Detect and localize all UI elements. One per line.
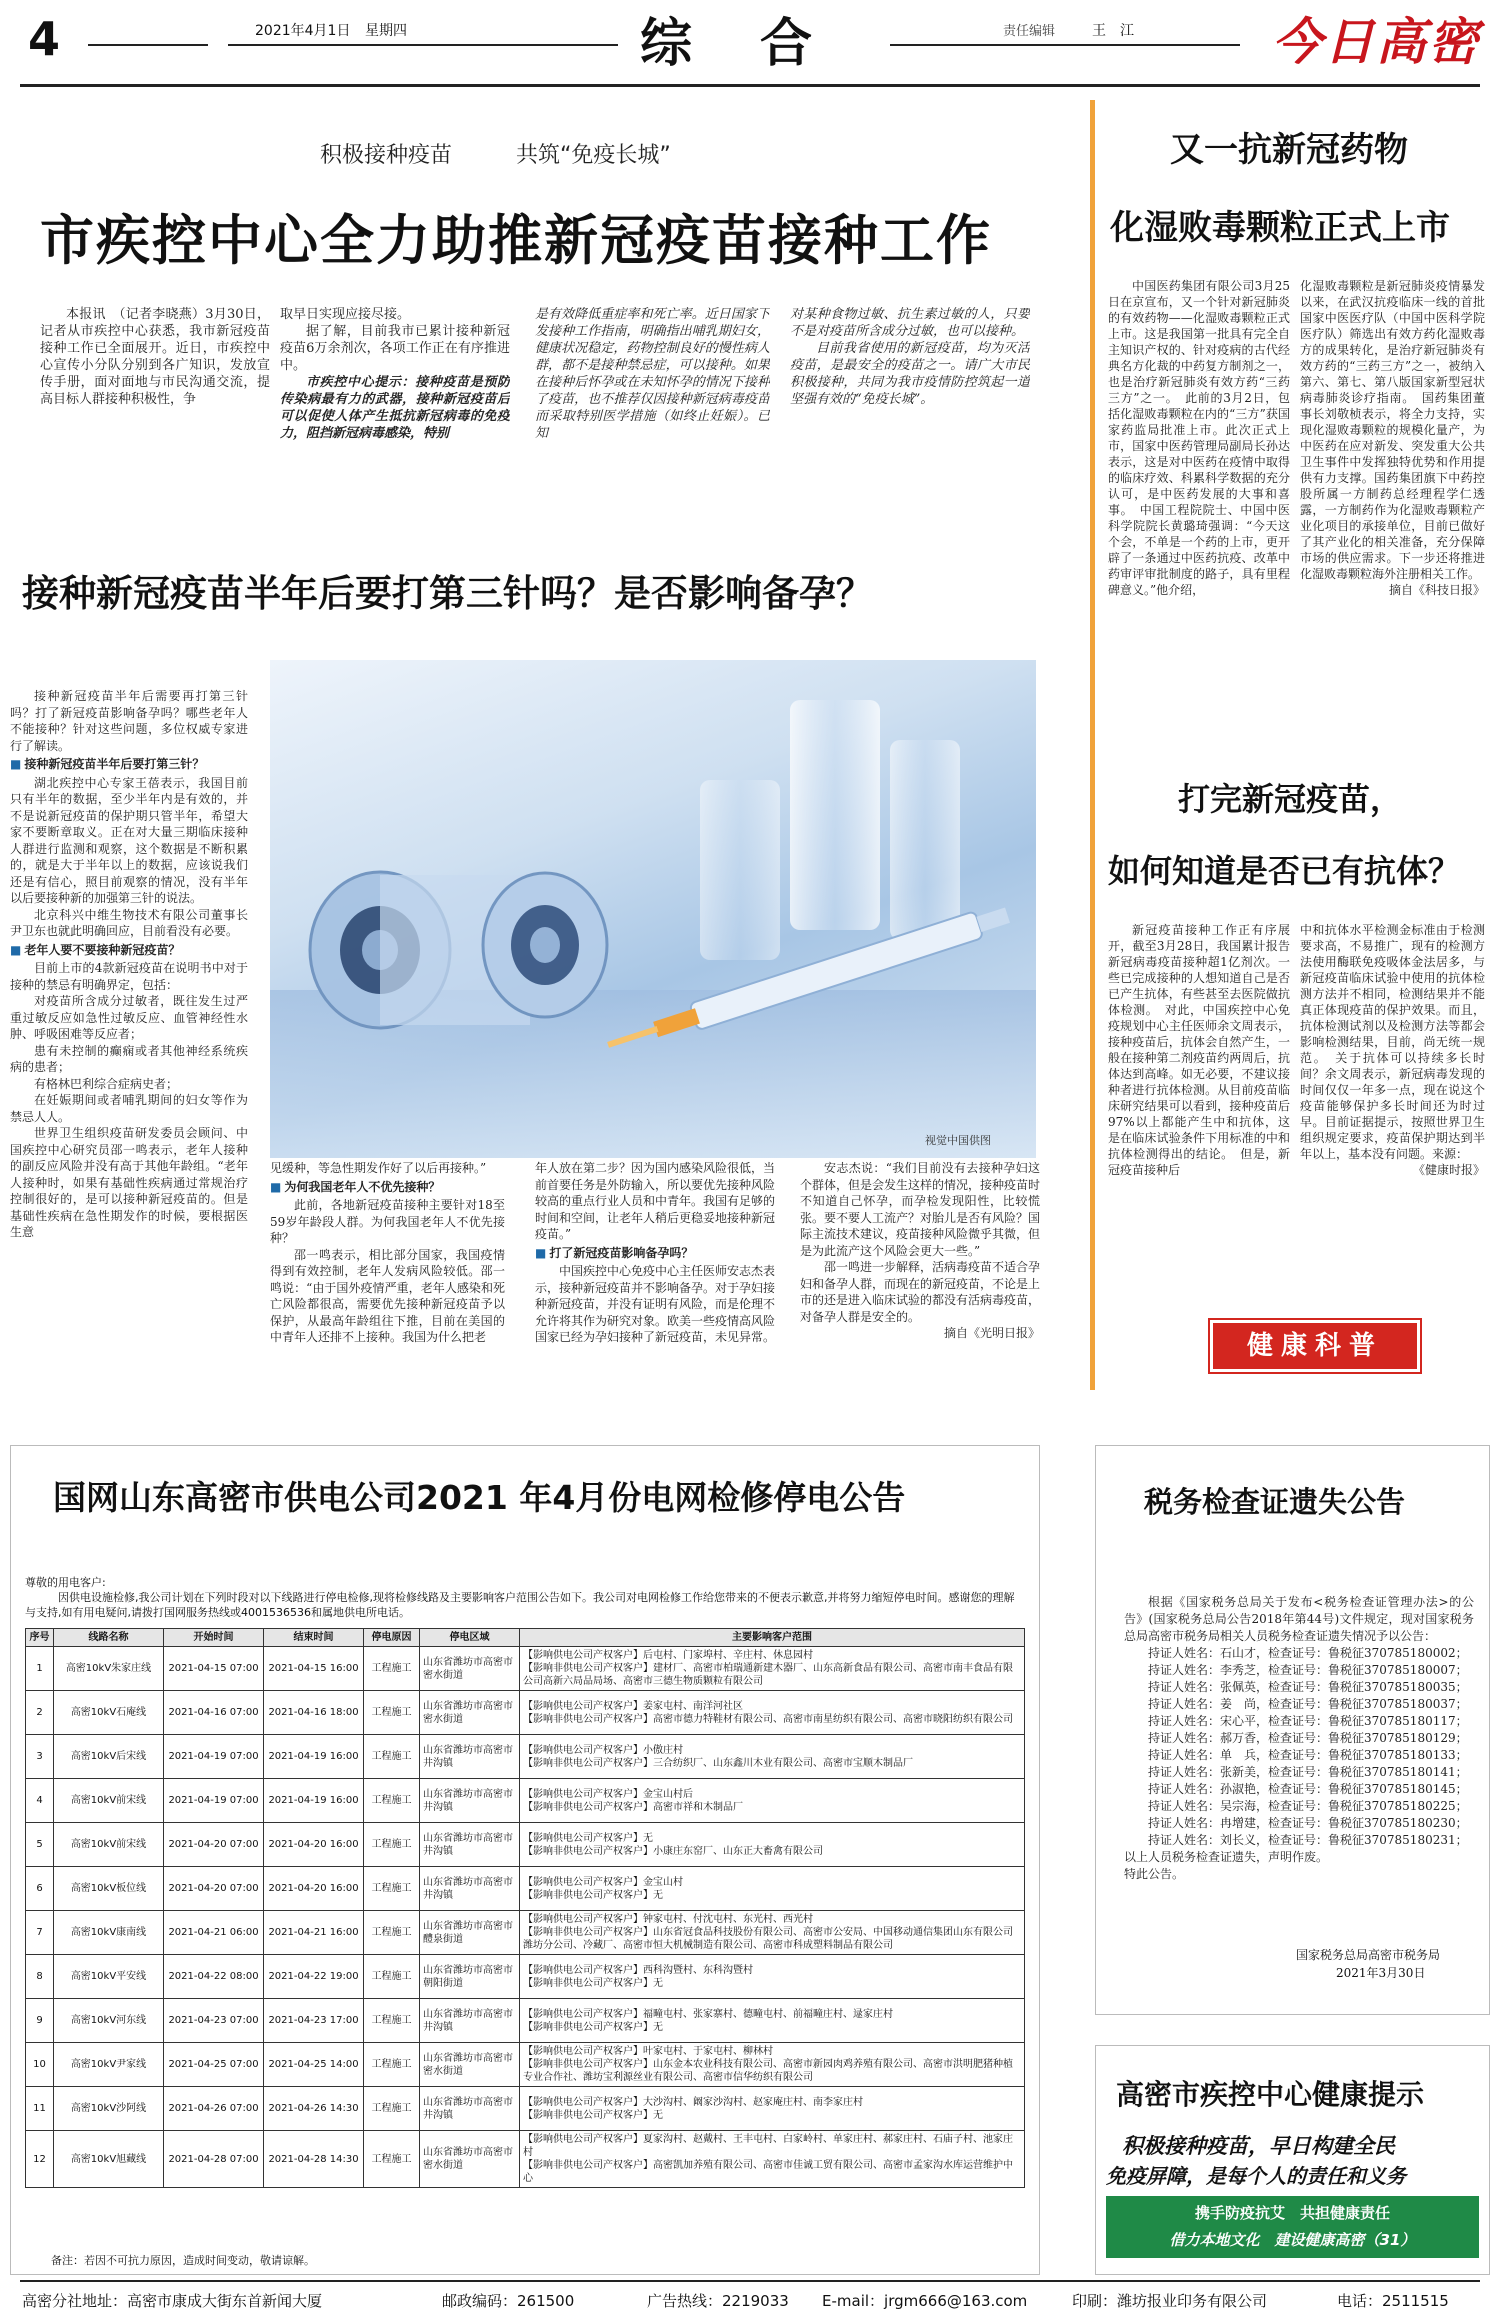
outage-table-wrap [25, 1628, 1025, 2188]
row-end: 2021-04-19 16:00 [264, 1735, 364, 1779]
row-area: 山东省潍坊市高密市密水街道 [420, 2131, 520, 2188]
list-item: 持证人姓名：石山才，检查证号：鲁税征370785180002； [1148, 1646, 1468, 1660]
row-end: 2021-04-16 18:00 [264, 1691, 364, 1735]
td-c3-p1: 年人放在第二步？因为国内感染风险很低，当前首要任务是外防输入，所以要优先接种风险较高的重点行业人员和中青年。我国有足够的时间和空间，让老年人稍后更稳妥地接种新冠疫苗。” [535, 1161, 775, 1241]
antibody-title-1: 打完新冠疫苗， [1178, 780, 1403, 818]
td-c1-p5: 对疫苗所含成分过敏者，既往发生过严重过敏反应如急性过敏反应、血管神经性水肿、呼吸困难等反应者； [10, 994, 248, 1041]
row-reason: 工程施工 [364, 1823, 420, 1867]
photo-credit: 视觉中国供图 [925, 1134, 991, 1147]
row-area: 山东省潍坊市高密市井沟镇 [420, 1735, 520, 1779]
section-title: 综 合 [640, 13, 821, 74]
td-c4-p1: 安志杰说：“我们目前没有去接种孕妇这个群体，但是会发生这样的情况，接种疫苗时不知道自己怀孕，而孕检发现阳性，比较慌张。要不要人工流产？对胎儿是否有风险？国际主流技术建议，疫苗接种风险微乎其微，但是为此流产这个风险会更大一些。” [800, 1161, 1040, 1258]
row-scope: 【影响供电公司产权客户】姜家屯村、南洋河社区 【影响非供电公司产权客户】高密市德力特鞋材有限公司、高密市南星纺织有限公司、高密市晓阳纺织有限公司 [520, 1691, 1025, 1735]
row-start: 2021-04-16 07:00 [164, 1691, 264, 1735]
third-dose-title: 接种新冠疫苗半年后要打第三针吗？是否影响备孕？ [22, 572, 873, 615]
td-c2-p1: 见缓种，等急性期发作好了以后再接种。” [270, 1161, 487, 1175]
row-line: 高密10kV康南线 [54, 1911, 164, 1955]
row-area: 山东省潍坊市高密市朝阳街道 [420, 1955, 520, 1999]
row-reason: 工程施工 [364, 1867, 420, 1911]
editor-name: 王 江 [1092, 23, 1134, 39]
row-index: 2 [26, 1691, 54, 1735]
row-area: 山东省潍坊市高密市井沟镇 [420, 1779, 520, 1823]
outage-notice [10, 1445, 1040, 2275]
row-line: 高密10kV尹家线 [54, 2043, 164, 2087]
row-area: 山东省潍坊市高密市密水街道 [420, 1691, 520, 1735]
td-c1-p7: 有格林巴利综合症病史者； [34, 1076, 179, 1091]
lead-col-2-text-c: 市疾控中心提示：接种疫苗是预防传染病最有力的武器，接种新冠疫苗后可以促使人体产生抵抗新冠病毒的免疫力，阻挡新冠病毒感染，特别 [280, 375, 510, 441]
row-index: 10 [26, 2043, 54, 2087]
header-rule-left [88, 44, 208, 46]
footer-rule [20, 2280, 1480, 2282]
antibody-source: 《健康时报》 [1412, 1163, 1485, 1177]
row-line: 高密10kV平安线 [54, 1955, 164, 1999]
footer-ad-hotline: 广告热线：2219033 [647, 2292, 789, 2310]
third-dose-col-2 [270, 1160, 505, 1405]
row-scope: 【影响供电公司产权客户】无 【影响非供电公司产权客户】小康庄东窑厂、山东正大畜禽有限公司 [520, 1823, 1025, 1867]
table-row [26, 1823, 1025, 1867]
td-c1-p3: 北京科兴中维生物技术有限公司董事长尹卫东也就此明确回应，目前看没有必要。 [10, 907, 248, 938]
tax-notice [1095, 1445, 1490, 2015]
tax-issuer: 国家税务总局高密市税务局 [1296, 1948, 1441, 1962]
row-area: 山东省潍坊市高密市密水街道 [420, 2043, 520, 2087]
row-end: 2021-04-25 14:00 [264, 2043, 364, 2087]
table-row [26, 1867, 1025, 1911]
td-c1-p1: 接种新冠疫苗半年后需要再打第三针吗？打了新冠疫苗影响备孕吗？哪些老年人不能接种？针对这些问题，多位权威专家进行了解读。 [10, 689, 248, 753]
third-dose-col-4 [800, 1160, 1040, 1405]
header-rule-mid-left [228, 44, 618, 46]
row-reason: 工程施工 [364, 1911, 420, 1955]
outage-table [25, 1628, 1025, 2188]
row-end: 2021-04-15 16:00 [264, 1647, 364, 1691]
row-end: 2021-04-23 17:00 [264, 1999, 364, 2043]
row-index: 6 [26, 1867, 54, 1911]
row-line: 高密10kV河东线 [54, 1999, 164, 2043]
table-row [26, 1735, 1025, 1779]
table-row [26, 1999, 1025, 2043]
cdc-tip-banner-2: 借力本地文化 建设健康高密（31） [1169, 2231, 1416, 2249]
row-line: 高密10kV沙阿线 [54, 2087, 164, 2131]
antibody-col-1 [1108, 922, 1290, 1322]
table-row [26, 2043, 1025, 2087]
table-row [26, 1691, 1025, 1735]
page-header [0, 0, 1500, 92]
tax-body [1124, 1594, 1474, 1883]
cdc-tip-line-1: 积极接种疫苗，早日构建全民 [1122, 2134, 1395, 2158]
row-scope: 【影响供电公司产权客户】福疃屯村、张家寨村、德疃屯村、前福疃庄村、逯家庄村 【影响非供电公司产权客户】无 [520, 1999, 1025, 2043]
row-reason: 工程施工 [364, 1999, 420, 2043]
row-area: 山东省潍坊市高密市井沟镇 [420, 1867, 520, 1911]
lead-kicker [320, 138, 671, 169]
td-c1-p9: 世界卫生组织疫苗研发委员会顾问、中国疾控中心研究员邵一鸣表示，老年人接种的副反应风险并没有高于其他年龄组。“老年人接种时，如果有基础性疾病通过常规治疗控制很好的，是可以接种新冠疫苗的。但是基础性疾病在急性期发作的时候，要根据医生意 [10, 1126, 248, 1239]
row-start: 2021-04-21 06:00 [164, 1911, 264, 1955]
row-area: 山东省潍坊市高密市井沟镇 [420, 1823, 520, 1867]
antibody-article [1100, 760, 1490, 1400]
tax-date: 2021年3月30日 [1336, 1966, 1426, 1980]
row-start: 2021-04-15 07:00 [164, 1647, 264, 1691]
row-line: 高密10kV石庵线 [54, 1691, 164, 1735]
row-index: 11 [26, 2087, 54, 2131]
row-index: 5 [26, 1823, 54, 1867]
row-area: 山东省潍坊市高密市井沟镇 [420, 1999, 520, 2043]
outage-intro: 因供电设施检修,我公司计划在下列时段对以下线路进行停电检修,现将检修线路及主要影响客户范围公告如下。我公司对电网检修工作给您带来的不便表示歉意,并将努力缩短停电时间。感谢您的理解与支持,如有用电疑问,请拨打国网服务热线或4001536536和属地供电所电话。 [25, 1591, 1015, 1619]
row-scope: 【影响供电公司产权客户】金宝山村后 【影响非供电公司产权客户】高密市祥和木制品厂 [520, 1779, 1025, 1823]
table-row [26, 1955, 1025, 1999]
col-header-index: 序号 [26, 1629, 54, 1647]
row-line: 高密10kV板位线 [54, 1867, 164, 1911]
drug-col-2 [1300, 278, 1485, 756]
footer-printer: 印刷：潍坊报业印务有限公司 [1072, 2292, 1268, 2310]
td-c2-p3: 邵一鸣表示，相比部分国家，我国疫情得到有效控制，老年人发病风险较低。邵一鸣说：“由于国外疫情严重，老年人感染和死亡风险都很高，需要优先接种新冠疫苗予以保护，从最高年龄组往下推，目前在美国的中青年人还排不上接种。我国为什么把老 [270, 1247, 505, 1344]
cdc-tip-banner-1: 携手防疫抗艾 共担健康责任 [1194, 2204, 1390, 2222]
list-item: 持证人姓名：孙淑艳，检查证号：鲁税征370785180145； [1148, 1782, 1468, 1796]
lead-kicker-right: 共筑“免疫长城” [516, 143, 671, 168]
drug-title-2: 化湿败毒颗粒正式上市 [1110, 208, 1450, 248]
row-scope: 【影响供电公司产权客户】金宝山村 【影响非供电公司产权客户】无 [520, 1867, 1025, 1911]
lead-col-3 [535, 306, 770, 476]
col-header-reason: 停电原因 [364, 1629, 420, 1647]
drug-col-2-text: 化湿败毒颗粒是新冠肺炎疫情暴发以来，在武汉抗疫临床一线的首批国家中医医疗队（中国中医科学院医疗队）筛选出有效方药化湿败毒方的成果转化，是治疗新冠肺炎有效方药的“三药三方”之一，被纳入第六、第七、第八版国家新型冠状病毒肺炎诊疗指南。 国药集团董事长刘敬桢表示，将全力支持，实现化湿败毒颗粒的规模化量产，为中医药在应对新发、突发重大公共卫生事件中发挥独特优势和作用提供有力支撑。国药集团旗下中药控股所属一方制药总经理程学仁透露，一方制药作为化湿败毒颗粒产业化项目的承接单位，目前已做好了其产业化的相关准备，充分保障市场的供应需求。下一步还将推进化湿败毒颗粒海外注册相关工作。 [1300, 279, 1485, 581]
lead-col-1 [40, 306, 270, 476]
drug-source: 摘自《科技日报》 [1388, 583, 1485, 597]
third-dose-col-3 [535, 1160, 775, 1405]
row-scope: 【影响供电公司产权客户】小傲庄村 【影响非供电公司产权客户】三合纺织厂、山东鑫川木业有限公司、高密市宝顺木制品厂 [520, 1735, 1025, 1779]
td-c1-p4: 目前上市的4款新冠疫苗在说明书中对于接种的禁忌有明确界定，包括： [10, 961, 248, 992]
list-item: 持证人姓名：单 兵，检查证号：鲁税征370785180133； [1148, 1748, 1468, 1762]
row-start: 2021-04-23 07:00 [164, 1999, 264, 2043]
row-scope: 【影响供电公司产权客户】后屯村、门家埠村、辛庄村、休息园村 【影响非供电公司产权客户】建材厂、高密市柏瑞通新建木器厂、山东高新食品有限公司、高密市南丰食品有限公司高新六局品局场、高密市三德生物质颗粒有限公司 [520, 1647, 1025, 1691]
header-weekday: 星期四 [365, 23, 407, 39]
row-index: 7 [26, 1911, 54, 1955]
antibody-col-2-text: 中和抗体水平检测金标准由于检测要求高，不易推广，现有的检测方法使用酶联免疫吸体金法居多，与新冠疫苗临床试验中使用的抗体检测方法并不相同，检测结果并不能真正体现疫苗的保护效果。而且，抗体检测试剂以及检测方法等都会影响检测结果，目前，尚无统一规范。 关于抗体可以持续多长时间？余文周表示，新冠病毒发现的时间仅仅一年多一点，现在说这个疫苗能够保护多长时间还为时过早。目前证据提示，按照世界卫生组织规定要求，疫苗保护期达到半年以上，基本没有问题。来源： [1300, 923, 1485, 1161]
row-index: 3 [26, 1735, 54, 1779]
footer [22, 2290, 1482, 2314]
outage-table-header [26, 1629, 1025, 1647]
row-index: 4 [26, 1779, 54, 1823]
row-index: 9 [26, 1999, 54, 2043]
row-start: 2021-04-26 07:00 [164, 2087, 264, 2131]
tax-holder-list [1124, 1645, 1474, 1849]
row-end: 2021-04-26 14:30 [264, 2087, 364, 2131]
lead-col-4-text-b: 目前我省使用的新冠疫苗，均为灭活疫苗，是最安全的疫苗之一。请广大市民积极接种，共同为我市疫情防控筑起一道坚强有效的“免疫长城”。 [790, 341, 1030, 407]
health-science-tag-text: 健康科普 [1246, 1331, 1383, 1361]
tax-title: 税务检查证遗失公告 [1144, 1485, 1406, 1519]
antibody-title-2: 如何知道是否已有抗体？ [1108, 852, 1461, 890]
row-line: 高密10kV前宋线 [54, 1779, 164, 1823]
tax-special: 特此公告。 [1124, 1867, 1185, 1881]
table-row [26, 1911, 1025, 1955]
header-date: 2021年4月1日 [255, 23, 351, 39]
td-c1-h2: ■ 老年人要不要接种新冠疫苗？ [10, 942, 248, 959]
col-header-end: 结束时间 [264, 1629, 364, 1647]
col-header-area: 停电区域 [420, 1629, 520, 1647]
list-item: 持证人姓名：刘长义，检查证号：鲁税征370785180231； [1148, 1833, 1468, 1847]
outage-greeting: 尊敬的用电客户: [25, 1576, 106, 1589]
row-area: 山东省潍坊市高密市醴泉街道 [420, 1911, 520, 1955]
col-header-scope: 主要影响客户范围 [520, 1629, 1025, 1647]
row-area: 山东省潍坊市高密市密水街道 [420, 1647, 520, 1691]
antibody-col-1-text: 新冠疫苗接种工作正有序展开，截至3月28日，我国累计报告新冠病毒疫苗接种超1亿剂次。一些已完成接种的人想知道自己是否已产生抗体，有些甚至去医院做抗体检测。 对此，中国疾控中心免疫规划中心主任医师余文周表示，接种疫苗后，抗体会自然产生，一般在接种第二剂疫苗约两周后，抗体达到高峰。如无必要，不建议接种者进行抗体检测。从目前疫苗临床研究结果可以看到，接种疫苗后97%以上都能产生中和抗体，这是在临床试验条件下用标准的中和抗体检测得出的结论。 但是，新冠疫苗接种后 [1108, 923, 1290, 1177]
row-end: 2021-04-22 19:00 [264, 1955, 364, 1999]
table-row [26, 2131, 1025, 2188]
row-end: 2021-04-28 14:30 [264, 2131, 364, 2188]
cdc-tip [1095, 2045, 1490, 2275]
row-reason: 工程施工 [364, 1735, 420, 1779]
td-c1-p6: 患有未控制的癫痫或者其他神经系统疾病的患者； [10, 1043, 248, 1074]
lead-kicker-left: 积极接种疫苗 [320, 143, 453, 168]
list-item: 持证人姓名：吴宗海，检查证号：鲁税征370785180225； [1148, 1799, 1468, 1813]
row-scope: 【影响供电公司产权客户】钟家屯村、付沈屯村、东光村、西光村 【影响非供电公司产权客户】山东省冠食品科技股份有限公司、高密市公安局、中国移动通信集团山东有限公司潍坊分公司、冷藏厂、高密市恒大机械制造有限公司、高密市科成塑料制品有限公司 [520, 1911, 1025, 1955]
outage-title: 国网山东高密市供电公司2021 年4月份电网检修停电公告 [53, 1478, 906, 1517]
list-item: 持证人姓名：李秀芝，检查证号：鲁税征370785180007； [1148, 1663, 1468, 1677]
list-item: 持证人姓名：冉增建，检查证号：鲁税征370785180230； [1148, 1816, 1468, 1830]
row-index: 12 [26, 2131, 54, 2188]
antibody-col-2 [1300, 922, 1485, 1322]
list-item: 持证人姓名：张佩英，检查证号：鲁税征370785180035； [1148, 1680, 1468, 1694]
col-header-line: 线路名称 [54, 1629, 164, 1647]
lead-article [20, 100, 1045, 520]
row-scope: 【影响供电公司产权客户】夏家沟村、赵戴村、王丰屯村、白家岭村、单家庄村、郝家庄村、石庙子村、池家庄村 【影响非供电公司产权客户】高密凯加养殖有限公司、高密市佳诚工贸有限公司、高密市孟家沟水库运营维护中心 [520, 2131, 1025, 2188]
health-science-tag [1210, 1320, 1420, 1372]
drug-article [1100, 100, 1490, 760]
footer-postcode: 邮政编码：261500 [442, 2292, 575, 2310]
row-reason: 工程施工 [364, 1691, 420, 1735]
row-scope: 【影响供电公司产权客户】西科沟暨村、东科沟暨村 【影响非供电公司产权客户】无 [520, 1955, 1025, 1999]
row-line: 高密10kV旭藏线 [54, 2131, 164, 2188]
right-column-accent [1090, 100, 1095, 1390]
vaccine-photo-art [270, 660, 1036, 1158]
list-item: 持证人姓名：宋心平，检查证号：鲁税征370785180117； [1148, 1714, 1468, 1728]
td-c4-source: 摘自《光明日报》 [943, 1326, 1040, 1340]
td-c3-h1: ■ 打了新冠疫苗影响备孕吗？ [535, 1245, 775, 1262]
vaccine-photo [270, 660, 1036, 1158]
row-reason: 工程施工 [364, 1647, 420, 1691]
cdc-tip-line-2: 免疫屏障，是每个人的责任和义务 [1106, 2164, 1406, 2188]
header-rule-mid-right [890, 44, 1240, 46]
row-reason: 工程施工 [364, 2043, 420, 2087]
row-start: 2021-04-19 07:00 [164, 1735, 264, 1779]
outage-footnote: 备注：若因不可抗力原因，造成时间变动，敬请谅解。 [51, 2254, 315, 2267]
masthead-logo: 今日高密 [1272, 12, 1480, 71]
drug-title-1: 又一抗新冠药物 [1170, 130, 1408, 170]
lead-col-4-text-a: 对某种食物过敏、抗生素过敏的人，只要不是对疫苗所含成分过敏，也可以接种。 [790, 307, 1030, 339]
lead-col-3-text: 是有效降低重症率和死亡率。近日国家下发接种工作指南，明确指出哺乳期妇女，健康状况稳定，药物控制良好的慢性病人群，都不是接种禁忌症，可以接种。如果在接种后怀孕或在未知怀孕的情况下接种了疫苗，也不推荐仅因接种新冠病毒疫苗而采取特别医学措施（如终止妊娠）。已知 [535, 307, 770, 441]
row-scope: 【影响供电公司产权客户】叶家屯村、于家屯村、柳林村 【影响非供电公司产权客户】山东金本农业科技有限公司、高密市新园肉鸡养殖有限公司、高密市洪明肥猪种植专业合作社、潍坊宝利源丝业有限公司、高密市信华纺织有限公司 [520, 2043, 1025, 2087]
drug-col-1-text: 中国医药集团有限公司3月25日在京宣布，又一个针对新冠肺炎的有效药物——化湿败毒颗粒正式上市。这是我国第一批具有完全自主知识产权的、针对疫病的古代经典名方化裁的中药复方制剂之一，也是治疗新冠肺炎有效方药“三药三方”之一。 此前的3月2日，包括化湿败毒颗粒在内的“三方”获国家药监局批准上市。此次正式上市，国家中医药管理局副局长孙达表示，这是对中医药在疫情中取得的临床疗效、科累科学数据的充分认可，是中医药发展的大事和喜事。 中国工程院院士、中国中医科学院院长黄璐琦强调：“今天这个会，不单是一个药的上市，更开辟了一条通过中医药抗疫、改革中药审评审批制度的路子，具有里程碑意义。”他介绍， [1108, 279, 1290, 597]
lead-col-2-text-b: 据了解，目前我市已累计接种新冠疫苗6万余剂次，各项工作正在有序推进中。 [280, 324, 510, 373]
row-reason: 工程施工 [364, 2131, 420, 2188]
footer-email: E-mail：jrgm666@163.com [822, 2292, 1028, 2310]
td-c1-h1: ■ 接种新冠疫苗半年后要打第三针？ [10, 756, 248, 773]
drug-col-1 [1108, 278, 1290, 756]
row-end: 2021-04-21 16:00 [264, 1911, 364, 1955]
row-start: 2021-04-19 07:00 [164, 1779, 264, 1823]
row-area: 山东省潍坊市高密市井沟镇 [420, 2087, 520, 2131]
td-c1-p2: 湖北疾控中心专家王蓓表示，我国目前只有半年的数据，至少半年内是有效的，并不是说新冠疫苗的保护期只管半年，希望大家不要断章取义。正在对大量三期临床接种人群进行监测和观察，这个数据是不断积累的，就是大于半年以上的数据，应该说我们还是有信心，照目前观察的情况，没有半年以后要接种新的加强第三针的说法。 [10, 775, 248, 905]
td-c2-p2: 此前，各地新冠疫苗接种主要针对18至59岁年龄段人群。为何我国老年人不优先接种？ [270, 1198, 505, 1245]
list-item: 持证人姓名：郝万香，检查证号：鲁税征370785180129； [1148, 1731, 1468, 1745]
row-line: 高密10kV后宋线 [54, 1735, 164, 1779]
row-line: 高密10kV朱家庄线 [54, 1647, 164, 1691]
list-item: 持证人姓名：张新美，检查证号：鲁税征370785180141； [1148, 1765, 1468, 1779]
row-reason: 工程施工 [364, 1955, 420, 1999]
outage-table-body [26, 1647, 1025, 2188]
tax-intro: 根据《国家税务总局关于发布<税务检查证管理办法>的公告》(国家税务总局公告2018年第44号)文件规定，现对国家税务总局高密市税务局相关人员税务检查证遗失情况予以公告： [1124, 1595, 1474, 1643]
lead-col-4 [790, 306, 1030, 476]
footer-phone: 电话：2511515 [1337, 2292, 1449, 2310]
row-start: 2021-04-20 07:00 [164, 1867, 264, 1911]
header-bottom-rule [20, 84, 1480, 87]
table-row [26, 1647, 1025, 1691]
td-c4-p2: 邵一鸣进一步解释，活病毒疫苗不适合孕妇和备孕人群，而现在的新冠疫苗，不论是上市的还是进入临床试验的都没有活病毒疫苗，对备孕人群是安全的。 [800, 1260, 1040, 1324]
row-end: 2021-04-19 16:00 [264, 1779, 364, 1823]
cdc-tip-banner [1106, 2196, 1479, 2258]
editor-label: 责任编辑 [1003, 24, 1056, 39]
td-c2-h1: ■ 为何我国老年人不优先接种？ [270, 1179, 505, 1196]
row-end: 2021-04-20 16:00 [264, 1867, 364, 1911]
lead-col-2-text-a: 取早日实现应接尽接。 [280, 307, 411, 322]
col-header-start: 开始时间 [164, 1629, 264, 1647]
table-row [26, 1779, 1025, 1823]
footer-address: 高密分社地址：高密市康成大街东首新闻大厦 [22, 2292, 323, 2310]
td-c1-p8: 在妊娠期间或者哺乳期间的妇女等作为禁忌人人。 [10, 1093, 248, 1124]
td-c3-p2: 中国疾控中心免疫中心主任医师安志杰表示，接种新冠疫苗并不影响备孕。对于孕妇接种新冠疫苗，并没有证明有风险，而是伦理不允许将其作为研究对象。欧美一些疫情高风险国家已经为孕妇接种了新冠疫苗，未见异常。 [535, 1264, 775, 1344]
row-end: 2021-04-20 16:00 [264, 1823, 364, 1867]
row-start: 2021-04-22 08:00 [164, 1955, 264, 1999]
third-dose-col-1 [10, 688, 248, 1403]
row-scope: 【影响供电公司产权客户】大沙沟村、阚家沙沟村、赵家庵庄村、南李家庄村 【影响非供电公司产权客户】无 [520, 2087, 1025, 2131]
row-index: 1 [26, 1647, 54, 1691]
table-row [26, 2087, 1025, 2131]
row-start: 2021-04-20 07:00 [164, 1823, 264, 1867]
lead-title: 市疾控中心全力助推新冠疫苗接种工作 [40, 209, 992, 272]
row-reason: 工程施工 [364, 2087, 420, 2131]
tax-closing: 以上人员税务检查证遗失，声明作废。 [1124, 1850, 1329, 1864]
lead-col-1-text: 本报讯 （记者李晓燕）3月30日，记者从市疾控中心获悉，我市新冠疫苗接种工作已全面展开。近日，市疾控中心宣传小分队分别到各广知识，发放宣传手册，面对面地与市民沟通交流，提高目标人群接种积极性，争 [40, 307, 270, 407]
lead-col-2 [280, 306, 510, 476]
row-index: 8 [26, 1955, 54, 1999]
row-line: 高密10kV前宋线 [54, 1823, 164, 1867]
row-start: 2021-04-28 07:00 [164, 2131, 264, 2188]
page-number: 4 [28, 12, 61, 66]
cdc-tip-title: 高密市疾控中心健康提示 [1116, 2078, 1425, 2111]
row-reason: 工程施工 [364, 1779, 420, 1823]
list-item: 持证人姓名：姜 尚，检查证号：鲁税征370785180037； [1148, 1697, 1468, 1711]
row-start: 2021-04-25 07:00 [164, 2043, 264, 2087]
